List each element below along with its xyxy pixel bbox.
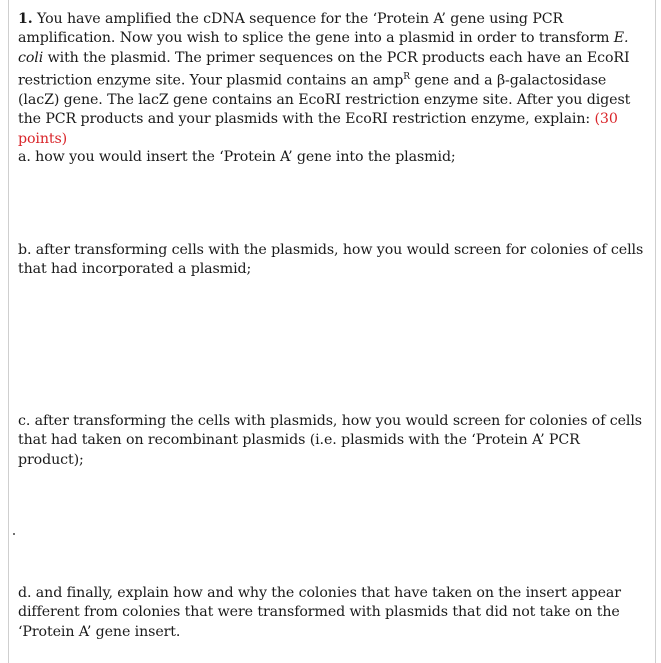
part-a: a. how you would insert the ‘Protein A’ gene into the plasmid; <box>18 149 456 165</box>
organism-name: E. coli <box>18 30 629 66</box>
intro-text-2: with the plasmid. The primer sequences on the PCR products each have an EcoRI restriction enzyme site. Your plasmid contains an amp <box>18 49 630 89</box>
stray-dot <box>13 533 15 535</box>
part-b: b. after transforming cells with the plasmids, how you would screen for colonies of cells that had incorporated a plasmid; <box>18 242 644 278</box>
intro-text-3: gene and a β-galactosidase (lacZ) gene. The lacZ gene contains an EcoRI restriction enzyme site. After you digest the PCR products and your plasmids with the EcoRI restriction enzyme, explain: <box>18 72 631 128</box>
question-number: 1. <box>18 11 33 27</box>
intro-text-1: You have amplified the cDNA sequence for the ‘Protein A’ gene using PCR amplification. Now you wish to splice the gene into a plasmid in order to transform <box>18 11 614 47</box>
superscript-r: R <box>403 71 410 82</box>
question-intro <box>18 10 648 149</box>
points-label: (30 points) <box>18 111 618 147</box>
part-c: c. after transforming the cells with plasmids, how you would screen for colonies of cells that had taken on recombinant plasmids (i.e. plasmids with the ‘Protein A’ PCR product); <box>18 413 642 468</box>
part-d: d. and finally, explain how and why the colonies that have taken on the insert appear different from colonies that were transformed with plasmids that did not take on the ‘Protein A’ gene insert. <box>18 585 621 640</box>
